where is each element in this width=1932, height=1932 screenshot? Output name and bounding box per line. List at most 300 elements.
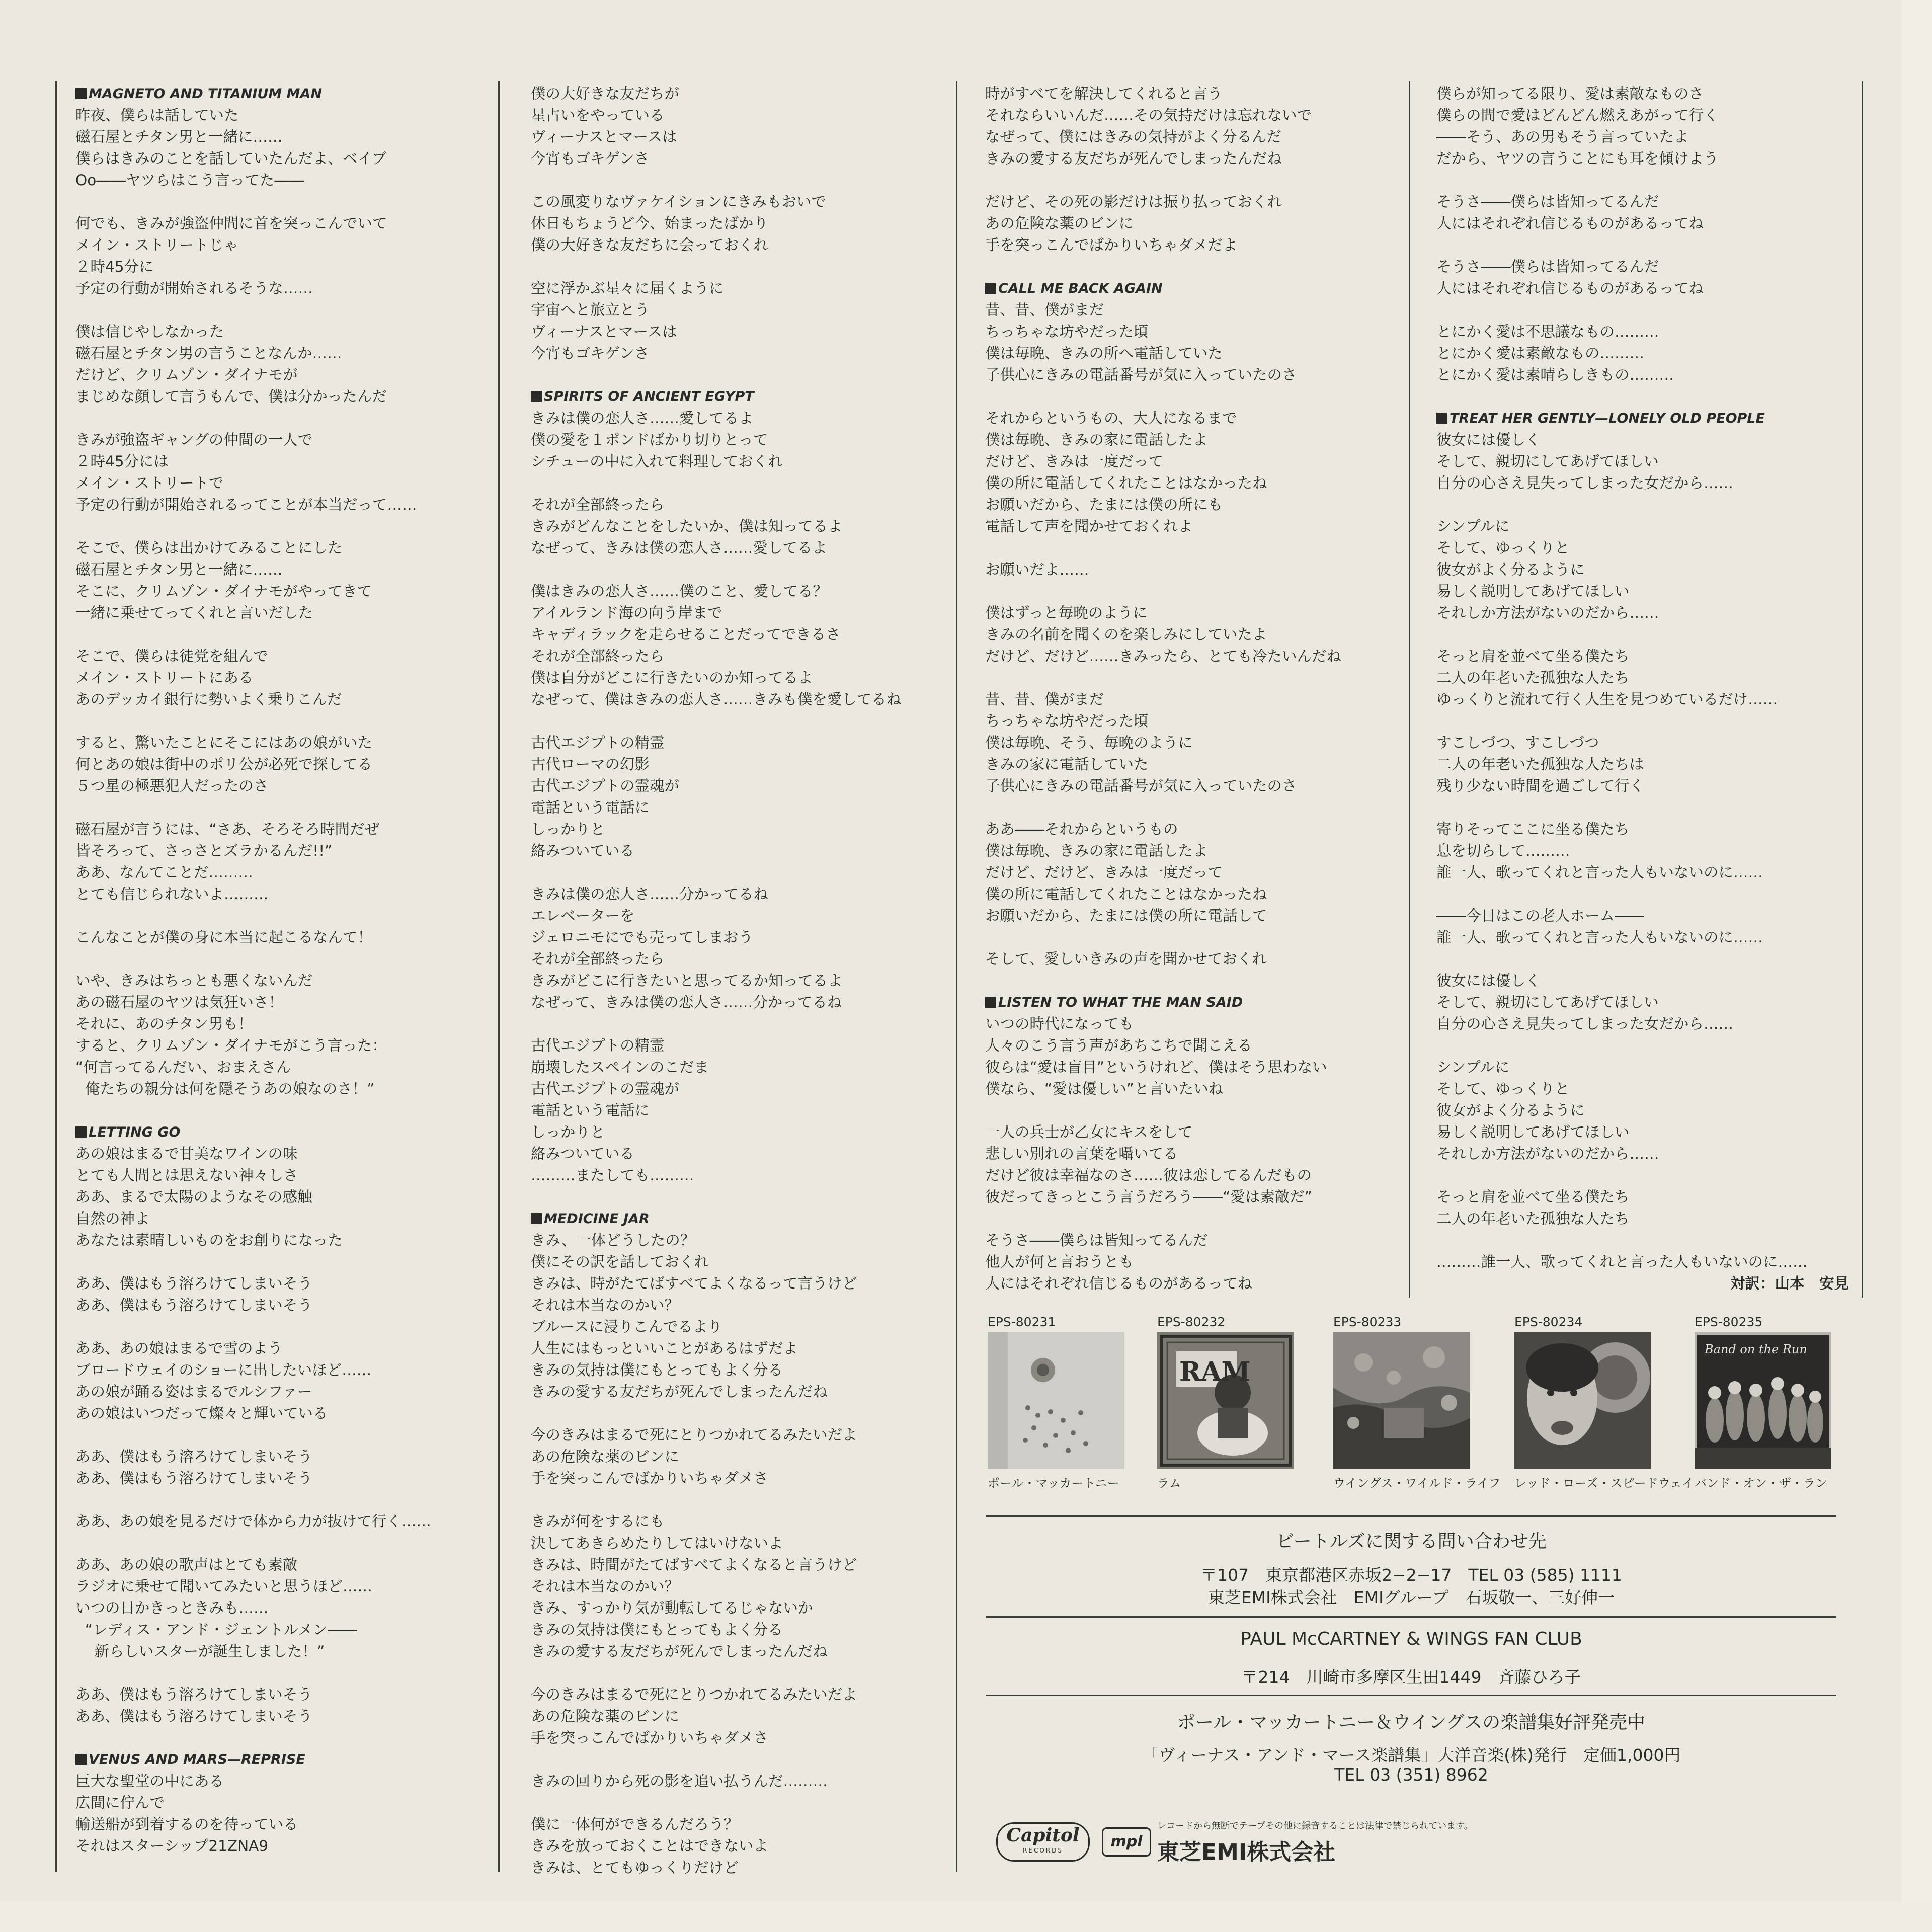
lyric-line: 僕はずっと毎晩のように bbox=[985, 604, 1148, 621]
song-title bbox=[985, 992, 1403, 1013]
lyric-line: ブルースに浸りこんでるより bbox=[531, 1318, 722, 1335]
lyric-line: 僕の所に電話してくれたことはなかったね bbox=[985, 886, 1267, 903]
lyric-line: 磁石屋とチタン男と一緒に…… bbox=[75, 561, 283, 578]
lyrics-column-3 bbox=[985, 83, 1403, 1295]
lyric-line: きみを放っておくことはできないよ bbox=[531, 1837, 769, 1855]
lyric-line: 僕の大好きな友だちに会っておくれ bbox=[531, 236, 769, 254]
stanza-gap bbox=[75, 1100, 488, 1121]
red-rose-cover-art bbox=[1514, 1332, 1651, 1469]
album-code: EPS-80233 bbox=[1333, 1315, 1402, 1329]
stanza-gap bbox=[1436, 1230, 1849, 1251]
lyric-line: それならいいんだ……その気持だけは忘れないで bbox=[985, 107, 1312, 124]
ram-cover-art bbox=[1157, 1332, 1294, 1469]
stanza-gap bbox=[75, 299, 488, 321]
lyric-line: 僕は自分がどこに行きたいのか知ってるよ bbox=[531, 669, 813, 686]
lyric-line: 僕は毎晩、きみの家に電話したよ bbox=[985, 842, 1208, 859]
lyric-line: 手を突っこんでばかりいちゃダメさ bbox=[531, 1729, 769, 1746]
lyric-line: 僕なら、“愛は優しい”と言いたいね bbox=[985, 1080, 1224, 1097]
lyric-line: そっと肩を並べて坐る僕たち bbox=[1436, 1188, 1630, 1205]
lyric-line: ラジオに乗せて聞いてみたいと思うほど…… bbox=[75, 1578, 373, 1595]
lyric-line: 古代エジプトの霊魂が bbox=[531, 777, 680, 794]
lyric-line: 僕らが知ってる限り、愛は素敵なものさ bbox=[1436, 85, 1704, 102]
lyric-line: 絡みついている bbox=[531, 842, 634, 859]
stanza-gap bbox=[1436, 386, 1849, 408]
stanza-gap bbox=[985, 970, 1403, 992]
fan-club-heading: PAUL McCARTNEY & WINGS FAN CLUB bbox=[1240, 1629, 1582, 1649]
lyric-line: 誰一人、歌ってくれと言った人もいないのに…… bbox=[1436, 929, 1763, 946]
lyric-line: エレベーターを bbox=[531, 907, 635, 924]
stanza-gap bbox=[1436, 299, 1849, 321]
stanza-gap bbox=[985, 927, 1403, 948]
stanza-gap bbox=[1436, 1165, 1849, 1186]
lyric-line: とても人間とは思えない神々しさ bbox=[75, 1167, 298, 1184]
lyric-line: ああ、あの娘はまるで雪のよう bbox=[75, 1340, 283, 1357]
title-square-icon bbox=[75, 1754, 87, 1765]
song-title-text: LISTEN TO WHAT THE MAN SAID bbox=[998, 995, 1243, 1010]
stanza-gap bbox=[531, 1013, 948, 1035]
album-cover bbox=[1695, 1332, 1831, 1469]
lyric-line: ………誰一人、歌ってくれと言った人もいないのに…… bbox=[1436, 1253, 1808, 1270]
lyric-line: 自然の神よ bbox=[75, 1210, 150, 1227]
lyric-line: きみの気持は僕にもとってもよく分る bbox=[531, 1361, 783, 1379]
lyric-line: 広間に佇んで bbox=[75, 1794, 165, 1811]
lyric-line: “レディス・アンド・ジェントルメン―― bbox=[75, 1621, 358, 1638]
album-cover bbox=[1514, 1332, 1651, 1469]
title-square-icon bbox=[531, 391, 542, 402]
lyric-line: ゆっくりと流れて行く人生を見つめているだけ…… bbox=[1436, 691, 1778, 708]
song-title bbox=[531, 386, 948, 408]
lyric-line: ちっちゃな坊やだった頃 bbox=[985, 712, 1149, 730]
lyric-line: 古代エジプトの精霊 bbox=[531, 734, 665, 751]
ram-cover-text: RAM bbox=[1179, 1356, 1251, 1387]
album-cover bbox=[988, 1332, 1124, 1469]
lyric-line: あの娘はいつだって燦々と輝いている bbox=[75, 1405, 328, 1422]
lyric-line: 易しく説明してあげてほしい bbox=[1436, 583, 1630, 600]
stanza-gap bbox=[75, 1662, 488, 1684]
stanza-gap bbox=[985, 797, 1403, 819]
lyric-line: そっと肩を並べて坐る僕たち bbox=[1436, 648, 1630, 665]
lyric-line: ５つ星の極悪犯人だったのさ bbox=[75, 777, 269, 794]
stanza-gap bbox=[1436, 1035, 1849, 1057]
stanza-gap bbox=[75, 1424, 488, 1446]
lyric-line: アイルランド海の向う岸まで bbox=[531, 604, 722, 621]
lyric-line: 古代エジプトの霊魂が bbox=[531, 1080, 680, 1097]
lyric-line: 残り少ない時間を過ごして行く bbox=[1436, 777, 1645, 794]
lyric-line: 崩壊したスペインのこだま bbox=[531, 1059, 709, 1076]
album-caption: ウイングス・ワイルド・ライフ bbox=[1333, 1476, 1501, 1490]
lyric-line: そうさ――僕らは皆知ってるんだ bbox=[1436, 193, 1659, 210]
lyric-line: ヴィーナスとマースは bbox=[531, 323, 677, 340]
lyric-line: 僕にその訳を話しておくれ bbox=[531, 1253, 709, 1270]
lyric-line: いつの日かきっときみも…… bbox=[75, 1599, 269, 1617]
fan-club-address: 〒214 川崎市多摩区生田1449 斉藤ひろ子 bbox=[1241, 1667, 1581, 1687]
stanza-gap bbox=[531, 1662, 948, 1684]
album-entry bbox=[1333, 1312, 1501, 1491]
sheet-edge-bottom bbox=[0, 1902, 1932, 1932]
stanza-gap bbox=[1436, 624, 1849, 646]
lyric-line: “何言ってるんだい、おまえさん bbox=[75, 1059, 291, 1076]
stanza-gap bbox=[1436, 170, 1849, 191]
lyric-line: なぜって、きみは僕の恋人さ……愛してるよ bbox=[531, 539, 827, 556]
song-title-text: MEDICINE JAR bbox=[544, 1211, 650, 1227]
cherries-cover-art bbox=[988, 1332, 1124, 1469]
lyric-line: きみの名前を聞くのを楽しみにしていたよ bbox=[985, 626, 1267, 643]
stanza-gap bbox=[75, 797, 488, 819]
album-code: EPS-80232 bbox=[1157, 1315, 1226, 1329]
lyric-line: あの危険な薬のビンに bbox=[985, 215, 1134, 232]
lyric-line: この風変りなヴァケイションにきみもおいで bbox=[531, 193, 827, 210]
lyric-line: とても信じられないよ……… bbox=[75, 886, 269, 903]
lyric-line: 予定の行動が開始されるってことが本当だって…… bbox=[75, 496, 417, 513]
lyric-line: 寄りそってここに坐る僕たち bbox=[1436, 821, 1630, 838]
lyric-line: 磁石屋とチタン男と一緒に…… bbox=[75, 128, 283, 145]
lyric-line: 他人が何と言おうとも bbox=[985, 1253, 1134, 1270]
lyric-line: きみは、時間がたてばすべてよくなると言うけど bbox=[531, 1556, 857, 1573]
lyric-line: お願いだよ…… bbox=[985, 561, 1089, 578]
title-square-icon bbox=[75, 88, 87, 99]
lyric-line: シンプルに bbox=[1436, 518, 1510, 535]
lyric-line: 今宵もゴキゲンさ bbox=[531, 345, 650, 362]
stanza-gap bbox=[75, 905, 488, 927]
lyric-line: それが全部終ったら bbox=[531, 496, 665, 513]
stanza-gap bbox=[75, 1251, 488, 1273]
album-code: EPS-80235 bbox=[1695, 1315, 1763, 1329]
lyric-line: 人にはそれぞれ信じるものがあるってね bbox=[985, 1275, 1253, 1292]
stanza-gap bbox=[985, 667, 1403, 689]
stanza-gap bbox=[1436, 234, 1849, 256]
lyric-line: 人々のこう言う声があちこちで聞こえる bbox=[985, 1037, 1252, 1054]
lyric-line: きみは僕の恋人さ……分かってるね bbox=[531, 886, 769, 903]
stanza-gap bbox=[1436, 883, 1849, 905]
lyric-line: メイン・ストリートじゃ bbox=[75, 236, 238, 254]
lyric-line: そこで、僕らは徒党を組んで bbox=[75, 648, 268, 665]
stanza-gap bbox=[531, 1186, 948, 1208]
lyric-line: きみの家に電話していた bbox=[985, 756, 1149, 773]
album-entry bbox=[1695, 1312, 1831, 1491]
title-square-icon bbox=[1436, 413, 1447, 424]
lyric-line: あのデッカイ銀行に勢いよく乗りこんだ bbox=[75, 691, 342, 708]
lyric-line: それが全部終ったら bbox=[531, 648, 665, 665]
stanza-gap bbox=[75, 710, 488, 732]
stanza-gap bbox=[985, 581, 1403, 602]
stanza-gap bbox=[531, 862, 948, 883]
lyric-line: 誰一人、歌ってくれと言った人もいないのに…… bbox=[1436, 864, 1763, 881]
lyric-line: 昨夜、僕らは話していた bbox=[75, 107, 239, 124]
lyric-line: ああ、なんてことだ……… bbox=[75, 864, 253, 881]
songbook-tel: TEL 03 (351) 8962 bbox=[1334, 1765, 1488, 1785]
stanza-gap bbox=[531, 472, 948, 494]
copyright-notice: レコードから無断でテープその他に録音することは法律で禁じられています。 bbox=[1157, 1821, 1473, 1831]
song-title bbox=[75, 1749, 488, 1770]
lyric-line: 昔、昔、僕がまだ bbox=[985, 691, 1104, 708]
lyric-line: 今宵もゴキゲンさ bbox=[531, 150, 650, 167]
lyric-line: すると、クリムゾン・ダイナモがこう言った： bbox=[75, 1037, 387, 1054]
lyric-line: ジェロニモにでも売ってしまおう bbox=[531, 929, 753, 946]
lyric-line: あの娘はまるで甘美なワインの味 bbox=[75, 1145, 298, 1162]
lyric-line: きみ、一体どうしたの？ bbox=[531, 1232, 695, 1249]
album-caption: ポール・マッカートニー bbox=[988, 1476, 1119, 1490]
stanza-gap bbox=[531, 710, 948, 732]
lyric-line: だけど、だけど、きみは一度だって bbox=[985, 864, 1223, 881]
lyric-line: 彼女がよく分るように bbox=[1436, 1102, 1585, 1119]
lyric-line: あなたは素晴しいものをお創りになった bbox=[75, 1232, 343, 1249]
lyric-line: 宇宙へと旅立とう bbox=[531, 301, 650, 318]
lyric-line: 絡みついている bbox=[531, 1145, 634, 1162]
stanza-gap bbox=[75, 516, 488, 537]
lyric-line: ２時45分に bbox=[75, 258, 154, 275]
lyric-line: 電話という電話に bbox=[531, 799, 650, 816]
lyric-line: 息を切らして……… bbox=[1436, 842, 1570, 859]
stanza-gap bbox=[1436, 494, 1849, 516]
lyric-line: そうさ――僕らは皆知ってるんだ bbox=[985, 1232, 1208, 1249]
lyric-line: そこで、僕らは出かけてみることにした bbox=[75, 539, 343, 556]
lyric-line: そうさ――僕らは皆知ってるんだ bbox=[1436, 258, 1659, 275]
album-entry bbox=[988, 1312, 1124, 1491]
lyric-line: 何でも、きみが強盗仲間に首を突っこんでいて bbox=[75, 215, 387, 232]
album-cover bbox=[1333, 1332, 1470, 1469]
company-name: 東芝EMI株式会社 bbox=[1157, 1839, 1336, 1865]
stanza-gap bbox=[531, 364, 948, 386]
stanza-gap bbox=[75, 948, 488, 970]
lyric-line: なぜって、僕はきみの恋人さ……きみも僕を愛してるね bbox=[531, 691, 902, 708]
lyric-line: 巨大な聖堂の中にある bbox=[75, 1773, 224, 1790]
lyric-line: 彼女には優しく bbox=[1436, 431, 1541, 448]
lyrics-column-2 bbox=[531, 83, 948, 1879]
lyric-line: それからというもの、大人になるまで bbox=[985, 410, 1237, 427]
stanza-gap bbox=[531, 170, 948, 191]
song-title bbox=[75, 83, 488, 105]
lyric-line: ああ、僕はもう溶ろけてしまいそう bbox=[75, 1708, 312, 1725]
stanza-gap bbox=[531, 256, 948, 278]
lyric-line: とにかく愛は素敵なもの……… bbox=[1436, 345, 1645, 362]
lyric-line: ああ、僕はもう溶ろけてしまいそう bbox=[75, 1470, 312, 1487]
lyric-line: 磁石屋が言うには、“さあ、そろそろ時間だぜ bbox=[75, 821, 380, 838]
mpl-logo: mpl bbox=[1102, 1827, 1151, 1857]
stanza-gap bbox=[75, 1489, 488, 1511]
lyric-line: そして、ゆっくりと bbox=[1436, 1080, 1570, 1097]
lyric-line: 俺たちの親分は何を隠そうあの娘なのさ！” bbox=[75, 1080, 375, 1097]
songbook-detail: 「ヴィーナス・アンド・マース楽譜集」大洋音楽(株)発行 定価1,000円 bbox=[1142, 1745, 1681, 1765]
lyric-line: 人生にはもっといいことがあるはずだよ bbox=[531, 1340, 798, 1357]
lyric-line: 手を突っこんでばかりいちゃダメさ bbox=[531, 1470, 769, 1487]
lyric-line: 人にはそれぞれ信じるものがあるってね bbox=[1436, 280, 1704, 297]
band-on-the-run-cover-text: Band on the Run bbox=[1705, 1342, 1807, 1356]
lyric-line: 僕はきみの恋人さ……僕のこと、愛してる？ bbox=[531, 583, 828, 600]
column-rule bbox=[498, 80, 500, 1872]
lyric-line: なぜって、きみは僕の恋人さ……分かってるね bbox=[531, 994, 842, 1011]
stanza-gap bbox=[985, 1100, 1403, 1121]
lyric-line: そして、親切にしてあげてほしい bbox=[1436, 453, 1659, 470]
lyric-line: ああ、僕はもう溶ろけてしまいそう bbox=[75, 1686, 312, 1703]
album-caption: ラム bbox=[1157, 1476, 1181, 1490]
lyric-line: こんなことが僕の身に本当に起こるなんて！ bbox=[75, 929, 373, 946]
lyric-line: 僕の所に電話してくれたことはなかったね bbox=[985, 474, 1267, 492]
lyric-line: お願いだから、たまには僕の所にも bbox=[985, 496, 1223, 513]
album-entry bbox=[1157, 1312, 1294, 1491]
songbook-heading: ポール・マッカートニー＆ウイングスの楽譜集好評発売中 bbox=[1177, 1712, 1646, 1733]
lyric-line: そして、ゆっくりと bbox=[1436, 539, 1570, 556]
lyric-line: とにかく愛は素晴らしきもの……… bbox=[1436, 366, 1674, 383]
lyric-line: すこしづつ、すこしづつ bbox=[1436, 734, 1599, 751]
lyric-line: きみの回りから死の影を追い払うんだ……… bbox=[531, 1773, 828, 1790]
lyric-line: 僕は毎晩、きみの家に電話したよ bbox=[985, 431, 1208, 448]
lyric-line: それに、あのチタン男も！ bbox=[75, 1015, 253, 1032]
title-square-icon bbox=[75, 1126, 87, 1138]
column-rule bbox=[55, 80, 57, 1872]
lyric-line: 決してあきらめたりしてはいけないよ bbox=[531, 1535, 783, 1552]
lyric-line: だけど、きみは一度だって bbox=[985, 453, 1164, 470]
stanza-gap bbox=[985, 256, 1403, 278]
album-cover bbox=[1157, 1332, 1294, 1469]
wild-life-cover-art bbox=[1333, 1332, 1470, 1469]
lyrics-column-4 bbox=[1436, 83, 1849, 1295]
lyric-line: ああ、あの娘の歌声はとても素敵 bbox=[75, 1556, 298, 1573]
lyric-line: 僕の愛を１ポンドばかり切りとって bbox=[531, 431, 768, 448]
stanza-gap bbox=[75, 624, 488, 646]
lyric-line: きみは僕の恋人さ……愛してるよ bbox=[531, 410, 754, 427]
lyric-line: 人にはそれぞれ信じるものがあるってね bbox=[1436, 215, 1704, 232]
stanza-gap bbox=[985, 1208, 1403, 1230]
lyric-line: キャディラックを走らせることだってできるさ bbox=[531, 626, 841, 643]
lyric-line: シチューの中に入れて料理しておくれ bbox=[531, 453, 783, 470]
lyric-line: メイン・ストリートで bbox=[75, 474, 224, 492]
lyric-line: しっかりと bbox=[531, 821, 605, 838]
lyric-line: 僕は毎晩、きみの所へ電話していた bbox=[985, 345, 1223, 362]
lyric-line: 磁石屋とチタン男の言うことなんか…… bbox=[75, 345, 342, 362]
divider bbox=[986, 1695, 1836, 1696]
lyric-line: 休日もちょうど今、始まったばかり bbox=[531, 215, 769, 232]
lyric-line: ………またしても……… bbox=[531, 1167, 694, 1184]
lyric-line: 悲しい別れの言葉を囁いてる bbox=[985, 1145, 1178, 1162]
lyric-line: 彼だってきっとこう言うだろう――“愛は素敵だ” bbox=[985, 1188, 1313, 1205]
song-title-text: TREAT HER GENTLY—LONELY OLD PEOPLE bbox=[1450, 411, 1765, 426]
stanza-gap bbox=[531, 1489, 948, 1511]
stanza-gap bbox=[1436, 948, 1849, 970]
song-title bbox=[531, 1208, 948, 1230]
stanza-gap bbox=[1436, 710, 1849, 732]
lyric-line: それは本当なのかい？ bbox=[531, 1297, 680, 1314]
lyric-line: それが全部終ったら bbox=[531, 950, 665, 968]
lyric-line: 今のきみはまるで死にとりつかれてるみたいだよ bbox=[531, 1686, 857, 1703]
lyric-line: 彼女がよく分るように bbox=[1436, 561, 1585, 578]
stanza-gap bbox=[75, 1533, 488, 1554]
lyric-line: 彼女には優しく bbox=[1436, 972, 1541, 989]
lyric-line: メイン・ストリートにある bbox=[75, 669, 254, 686]
column-rule bbox=[1862, 80, 1863, 1298]
capitol-logo-sub: RECORDS bbox=[1023, 1847, 1063, 1854]
lyric-line: 昔、昔、僕がまだ bbox=[985, 301, 1104, 318]
lyric-line: なぜって、僕にはきみの気持がよく分るんだ bbox=[985, 128, 1281, 145]
song-title-text: SPIRITS OF ANCIENT EGYPT bbox=[544, 389, 754, 405]
divider bbox=[986, 1515, 1836, 1517]
capitol-logo bbox=[996, 1822, 1090, 1862]
lyric-line: 電話という電話に bbox=[531, 1102, 650, 1119]
song-title bbox=[75, 1121, 488, 1143]
lyric-line: あの危険な薬のビンに bbox=[531, 1708, 680, 1725]
lyric-line: 星占いをやっている bbox=[531, 107, 665, 124]
lyrics-column-1 bbox=[75, 83, 488, 1857]
lyric-line: 僕は毎晩、そう、毎晩のように bbox=[985, 734, 1193, 751]
album-entry bbox=[1514, 1312, 1694, 1491]
lyric-line: 時がすべてを解決してくれると言う bbox=[985, 85, 1223, 102]
lyric-line: だから、ヤツの言うことにも耳を傾けよう bbox=[1436, 150, 1719, 167]
lyric-line: ――今日はこの老人ホーム―― bbox=[1436, 907, 1645, 924]
album-code: EPS-80234 bbox=[1514, 1315, 1583, 1329]
translator-credit: 対訳：山本 安見 bbox=[1730, 1275, 1849, 1292]
lyric-line: 手を突っこんでばかりいちゃダメだよ bbox=[985, 236, 1238, 254]
lyric-line: きみがどこに行きたいと思ってるか知ってるよ bbox=[531, 972, 843, 989]
song-title bbox=[1436, 408, 1849, 429]
lyric-line: 僕に一体何ができるんだろう？ bbox=[531, 1816, 739, 1833]
lyric-line: 一人の兵士が乙女にキスをして bbox=[985, 1123, 1193, 1141]
lyric-line: ああ、僕はもう溶ろけてしまいそう bbox=[75, 1275, 312, 1292]
lyric-line: ヴィーナスとマースは bbox=[531, 128, 677, 145]
lyric-line: だけど、だけど……きみったら、とても冷たいんだね bbox=[985, 648, 1342, 665]
beatles-inquiry-address: 〒107 東京都港区赤坂2−2−17 TEL 03 (585) 1111 bbox=[1200, 1565, 1622, 1585]
lyric-line: 易しく説明してあげてほしい bbox=[1436, 1123, 1630, 1141]
lyric-line: 今のきみはまるで死にとりつかれてるみたいだよ bbox=[531, 1426, 857, 1443]
lyric-line: 僕らの間で愛はどんどん燃えあがって行く bbox=[1436, 107, 1719, 124]
lyric-line: きみの愛する友だちが死んでしまったんだね bbox=[985, 150, 1282, 167]
sheet-edge-right bbox=[1902, 0, 1932, 1932]
lyric-line: きみが強盗ギャングの仲間の一人で bbox=[75, 431, 313, 448]
lyric-line: 子供心にきみの電話番号が気に入っていたのさ bbox=[985, 366, 1297, 383]
lyric-line: 自分の心さえ見失ってしまった女だから…… bbox=[1436, 1015, 1734, 1032]
stanza-gap bbox=[75, 408, 488, 429]
lyric-line: それしか方法がないのだから…… bbox=[1436, 1145, 1659, 1162]
lyric-line: 自分の心さえ見失ってしまった女だから…… bbox=[1436, 474, 1734, 492]
lyric-line: 二人の年老いた孤独な人たち bbox=[1436, 1210, 1630, 1227]
beatles-inquiry-contact: 東芝EMI株式会社 EMIグループ 石坂敬一、三好伸一 bbox=[1208, 1588, 1615, 1607]
stanza-gap bbox=[531, 559, 948, 581]
lyric-line: それは本当なのかい？ bbox=[531, 1578, 680, 1595]
lyric-line: まじめな顔して言うもんで、僕は分かったんだ bbox=[75, 388, 387, 405]
lyric-line: 古代ローマの幻影 bbox=[531, 756, 650, 773]
lyric-line: すると、驚いたことにそこにはあの娘がいた bbox=[75, 734, 373, 751]
lyric-line: いや、きみはちっとも悪くないんだ bbox=[75, 972, 313, 989]
column-rule bbox=[1409, 80, 1410, 1298]
lyric-line: ちっちゃな坊やだった頃 bbox=[985, 323, 1149, 340]
lyric-line: シンプルに bbox=[1436, 1059, 1510, 1076]
stanza-gap bbox=[985, 170, 1403, 191]
stanza-gap bbox=[75, 191, 488, 213]
lyric-line: だけど、その死の影だけは振り払っておくれ bbox=[985, 193, 1282, 210]
lyric-line: ああ、僕はもう溶ろけてしまいそう bbox=[75, 1297, 312, 1314]
song-title-text: CALL ME BACK AGAIN bbox=[998, 281, 1163, 296]
lyric-line: しっかりと bbox=[531, 1123, 605, 1141]
song-title-text: LETTING GO bbox=[89, 1124, 181, 1140]
lyric-line: 古代エジプトの精霊 bbox=[531, 1037, 665, 1054]
stanza-gap bbox=[985, 537, 1403, 559]
lyric-line: ああ、僕はもう溶ろけてしまいそう bbox=[75, 1448, 312, 1465]
lyric-line: ――そう、あの男もそう言っていたよ bbox=[1436, 128, 1689, 145]
column-rule bbox=[956, 80, 957, 1872]
lyric-line: 電話して声を聞かせておくれよ bbox=[985, 518, 1193, 535]
lyric-line: Oo――ヤツらはこう言ってた―― bbox=[75, 172, 304, 189]
lyric-line: 彼らは“愛は盲目”というけれど、僕はそう思わない bbox=[985, 1059, 1327, 1076]
stanza-gap bbox=[531, 1749, 948, 1770]
lyric-line: 僕の大好きな友だちが bbox=[531, 85, 680, 102]
lyric-line: 輸送船が到着するのを待っている bbox=[75, 1816, 298, 1833]
lyric-line: そして、愛しいきみの声を聞かせておくれ bbox=[985, 950, 1267, 968]
lyric-line: きみ、すっかり気が動転してるじゃないか bbox=[531, 1599, 813, 1617]
lyric-line: 二人の年老いた孤独な人たち bbox=[1436, 669, 1630, 686]
song-title-text: VENUS AND MARS—REPRISE bbox=[89, 1752, 305, 1767]
lyric-line: ああ、あの娘を見るだけで体から力が抜けて行く…… bbox=[75, 1513, 431, 1530]
album-caption: レッド・ローズ・スピードウェイ bbox=[1514, 1476, 1694, 1490]
lyric-line: きみは、時がたてばすべてよくなるって言うけど bbox=[531, 1275, 857, 1292]
lyric-line: 僕らはきみのことを話していたんだよ、ベイブ bbox=[75, 150, 387, 167]
